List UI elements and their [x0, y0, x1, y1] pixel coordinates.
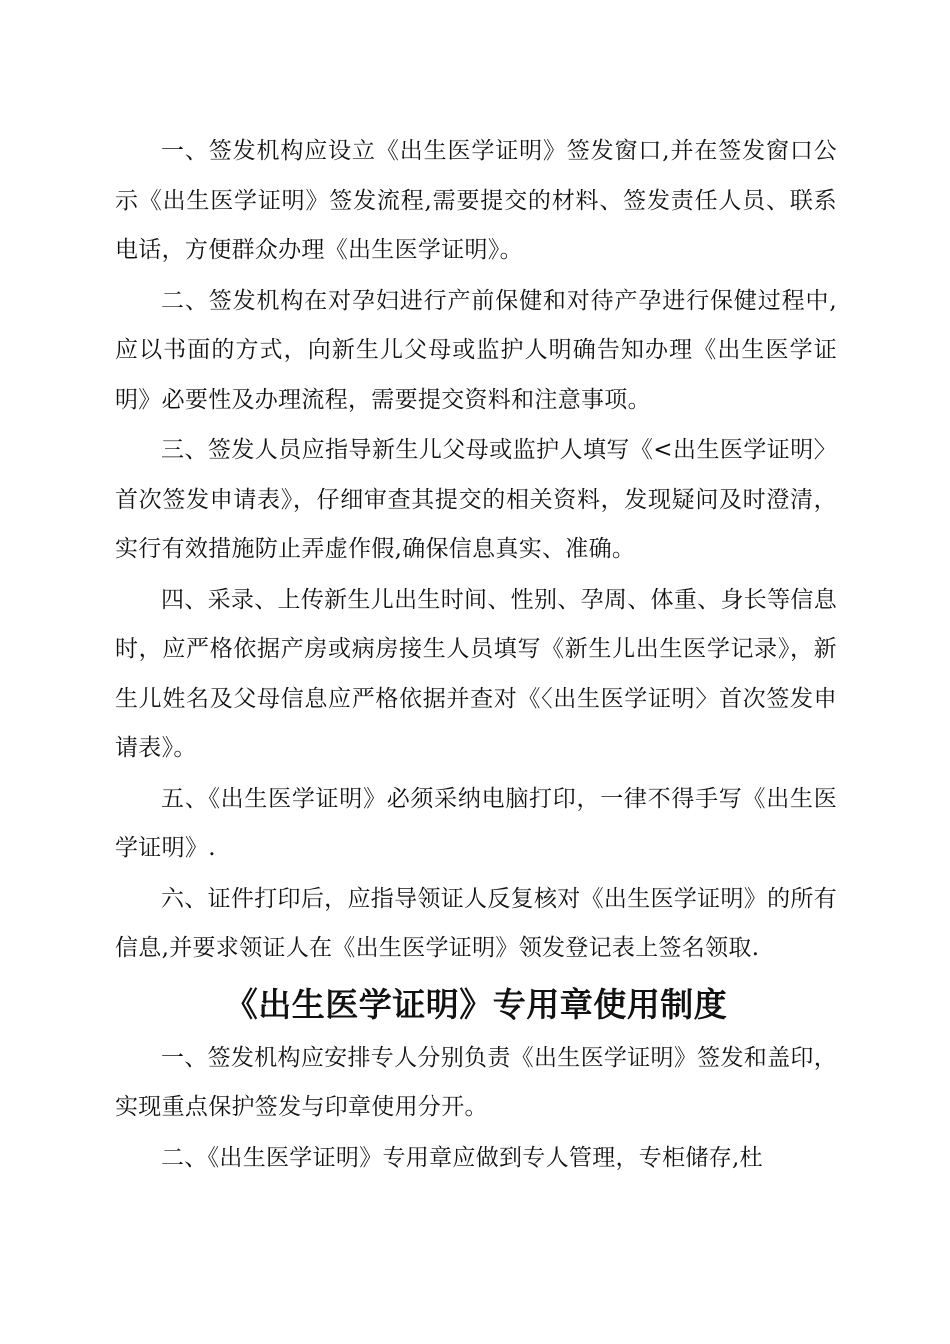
seal-paragraph-1: 一、签发机构应安排专人分别负责《出生医学证明》签发和盖印，实现重点保护签发与印章使用分开。 — [115, 1044, 837, 1120]
paragraph-3: 三、签发人员应指导新生儿父母或监护人填写《<出生医学证明〉首次签发申请表》，仔细审查其提交的相关资料，发现疑问及时澄清，实行有效措施防止弄虚作假,确保信息真实、准确。 — [115, 437, 837, 562]
paragraph-5: 五、《出生医学证明》必须采纳电脑打印，一律不得手写《出生医学证明》. — [115, 785, 837, 861]
paragraph-4: 四、采录、上传新生儿出生时间、性别、孕周、体重、身长等信息时，应严格依据产房或病房接生人员填写《新生儿出生医学记录》，新生儿姓名及父母信息应严格依据并查对《〈出生医学证明〉首次签发申请表》。 — [115, 586, 837, 761]
paragraph-6: 六、证件打印后，应指导领证人反复核对《出生医学证明》的所有信息,并要求领证人在《出生医学证明》领发登记表上签名领取. — [115, 885, 837, 961]
document-body — [115, 127, 837, 1184]
paragraph-2: 二、签发机构在对孕妇进行产前保健和对待产孕进行保健过程中,应以书面的方式，向新生儿父母或监护人明确告知办理《出生医学证明》必要性及办理流程，需要提交资料和注意事项。 — [115, 287, 837, 413]
seal-paragraph-2: 二、《出生医学证明》专用章应做到专人管理，专柜储存,杜 — [161, 1144, 763, 1171]
paragraph-1: 一、签发机构应设立《出生医学证明》签发窗口,并在签发窗口公示《出生医学证明》签发流程,需要提交的材料、签发责任人员、联系电话，方便群众办理《出生医学证明》。 — [115, 138, 837, 263]
section-title: 《出生医学证明》专用章使用制度 — [224, 984, 728, 1024]
